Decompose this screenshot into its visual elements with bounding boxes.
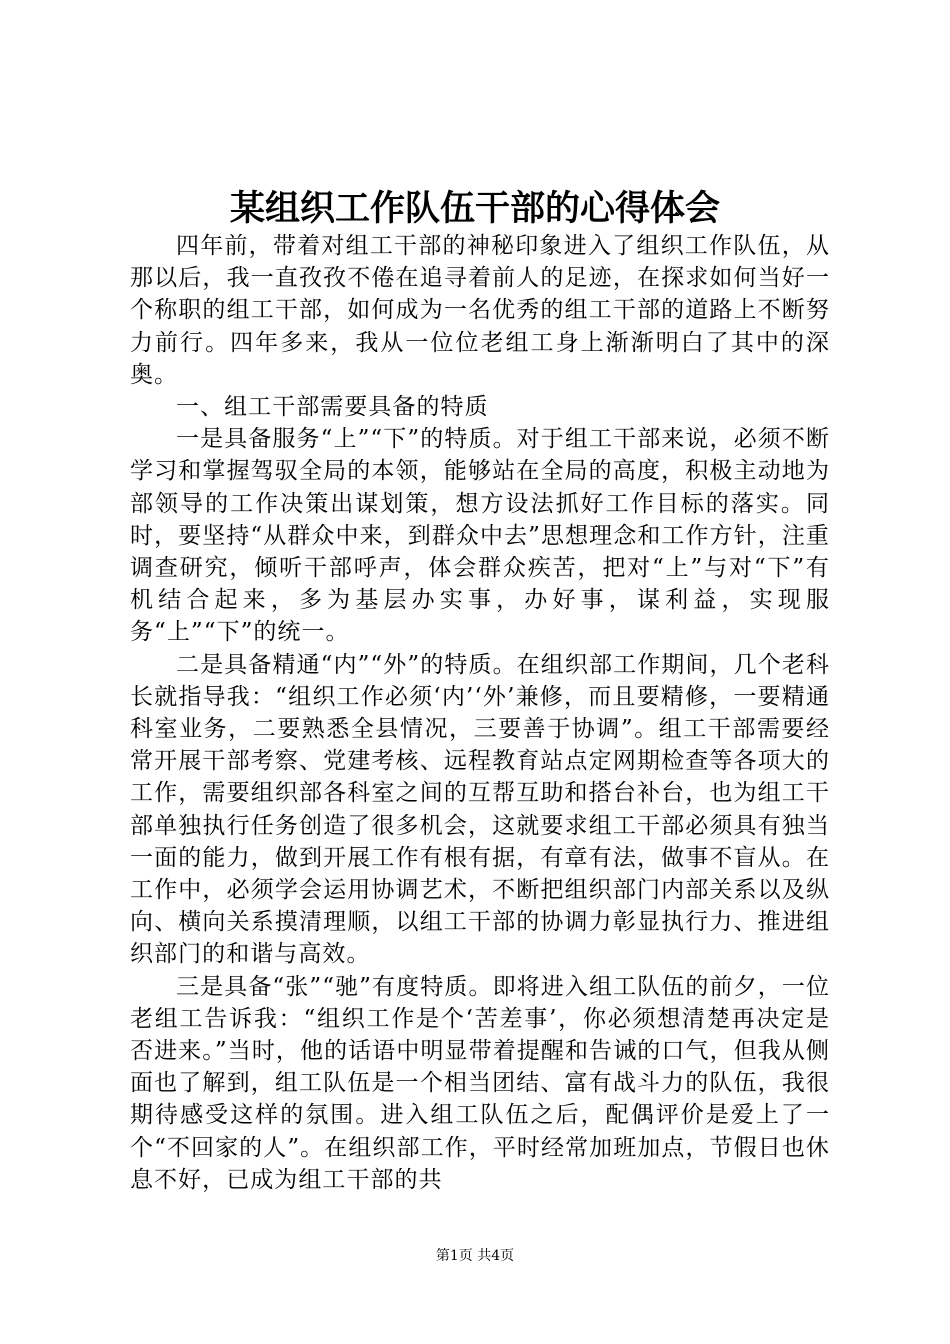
document-title: 某组织工作队伍干部的心得体会 xyxy=(229,188,720,229)
paragraph-trait-1: 一是具备服务“上”“下”的特质。对于组工干部来说，必须不断学习和掌握驾驭全局的本领，能够站在全局的高度，积极主动地为部领导的工作决策出谋划策，想方设法抓好工作目标的落实。同时，要坚持“从群众中来，到群众中去”思想理念和工作方针，注重调查研究，倾听干部呼声，体会群众疾苦，把对“上”与对“下”有机结合起来，多为基层办实事，办好事，谋利益，实现服务“上”“下”的统一。 xyxy=(130,426,830,646)
section-heading: 一、组工干部需要具备的特质 xyxy=(176,394,489,421)
paragraph-trait-3: 三是具备“张”“驰”有度特质。即将进入组工队伍的前夕，一位老组工告诉我：“组织工作是个‘苦差事’，你必须想清楚再决定是否进来。”当时，他的话语中明显带着提醒和告诫的口气，但我从侧面也了解到，组工队伍是一个相当团结、富有战斗力的队伍，我很期待感受这样的氛围。进入组工队伍之后，配偶评价是爱上了一个“不回家的人”。在组织部工作，平时经常加班加点，节假日也休息不好，已成为组工干部的共 xyxy=(130,973,830,1193)
document-body xyxy=(130,230,830,1196)
page-number-footer: 第1页 共4页 xyxy=(435,1248,515,1264)
paragraph-trait-2: 二是具备精通“内”“外”的特质。在组织部工作期间，几个老科长就指导我：“组织工作必须‘内’‘外’兼修，而且要精修，一要精通科室业务，二要熟悉全县情况，三要善于协调”。组工干部需要经常开展干部考察、党建考核、远程教育站点定网期检查等各项大的工作，需要组织部各科室之间的互帮互助和搭台补台，也为组工干部单独执行任务创造了很多机会，这就要求组工干部必须具有独当一面的能力，做到开展工作有根有据，有章有法，做事不盲从。在工作中，必须学会运用协调艺术，不断把组织部门内部关系以及纵向、横向关系摸清理顺，以组工干部的协调力彰显执行力、推进组织部门的和谐与高效。 xyxy=(130,651,830,968)
paragraph-intro: 四年前，带着对组工干部的神秘印象进入了组织工作队伍，从那以后，我一直孜孜不倦在追寻着前人的足迹，在探求如何当好一个称职的组工干部，如何成为一名优秀的组工干部的道路上不断努力前行。四年多来，我从一位位老组工身上渐渐明白了其中的深奥。 xyxy=(130,233,830,388)
